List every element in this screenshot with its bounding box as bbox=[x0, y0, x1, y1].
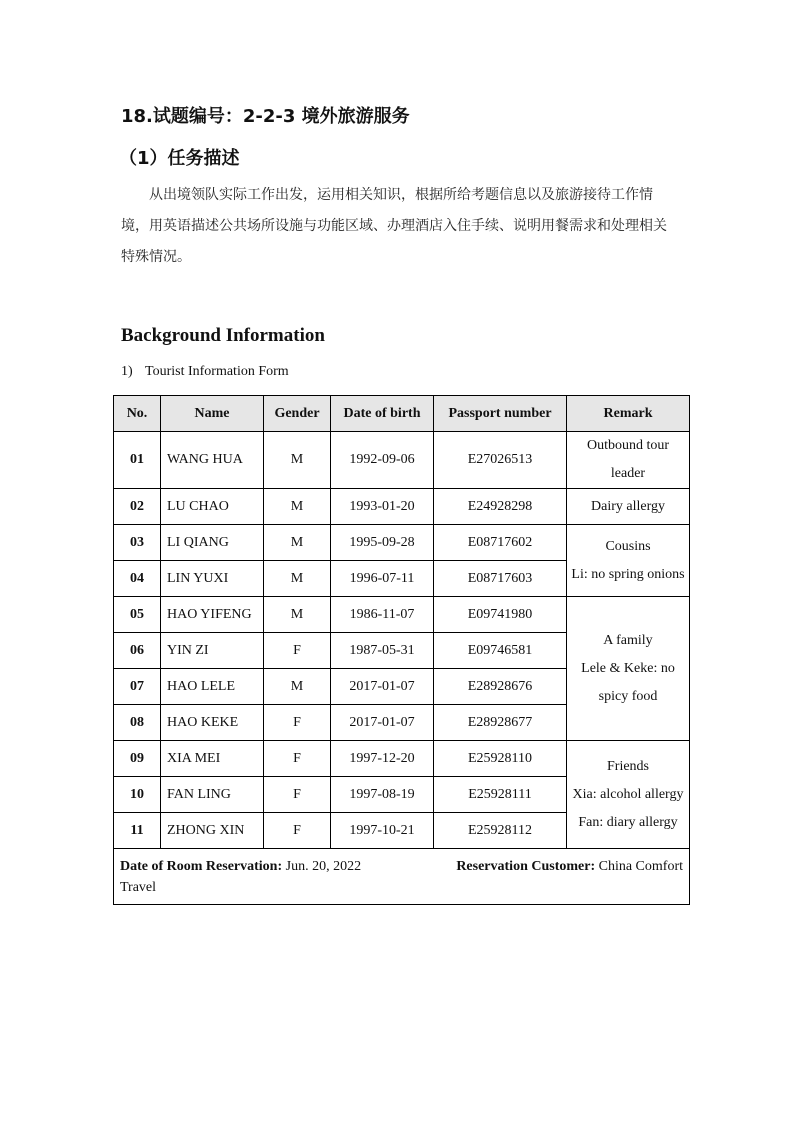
reservation-customer-label: Reservation Customer: bbox=[456, 859, 596, 874]
exam-item-title: 试题编号：2-2-3 境外旅游服务 bbox=[152, 106, 410, 127]
cell-name: XIA MEI bbox=[161, 741, 264, 777]
remark-line: A family bbox=[603, 632, 653, 648]
remark-line: Li: no spring onions bbox=[571, 566, 685, 582]
table-row bbox=[114, 741, 690, 777]
cell-no: 01 bbox=[114, 432, 161, 489]
reservation-info-cell bbox=[114, 849, 690, 905]
cell-no: 03 bbox=[114, 525, 161, 561]
cell-no: 02 bbox=[114, 489, 161, 525]
cell-date-of-birth: 1986-11-07 bbox=[331, 597, 434, 633]
cell-name: LIN YUXI bbox=[161, 561, 264, 597]
remark-line: Friends bbox=[607, 758, 649, 774]
reservation-date-label: Date of Room Reservation: bbox=[120, 859, 283, 874]
remark-line: Xia: alcohol allergy bbox=[572, 786, 684, 802]
cell-gender: F bbox=[264, 705, 331, 741]
reservation-customer bbox=[456, 856, 683, 877]
reservation-customer-value-cont: Travel bbox=[120, 880, 157, 895]
cell-date-of-birth: 1997-10-21 bbox=[331, 813, 434, 849]
form-title: Tourist Information Form bbox=[145, 364, 289, 379]
cell-no: 05 bbox=[114, 597, 161, 633]
form-label bbox=[121, 362, 289, 382]
remark-line: Cousins bbox=[605, 538, 651, 554]
form-number: 1) bbox=[121, 364, 133, 379]
cell-remark-group bbox=[567, 525, 690, 597]
cell-remark-group bbox=[567, 597, 690, 741]
task-description: 从出境领队实际工作出发，运用相关知识，根据所给考题信息以及旅游接待工作情境，用英语描述公共场所设施与功能区域、办理酒店入住手续、说明用餐需求和处理相关特殊情况。 bbox=[121, 187, 667, 265]
cell-name: HAO YIFENG bbox=[161, 597, 264, 633]
cell-name: ZHONG XIN bbox=[161, 813, 264, 849]
cell-name: YIN ZI bbox=[161, 633, 264, 669]
task-section-title: （1）任务描述 bbox=[119, 148, 240, 169]
exam-item-heading bbox=[121, 104, 410, 130]
cell-date-of-birth: 1997-08-19 bbox=[331, 777, 434, 813]
cell-gender: M bbox=[264, 597, 331, 633]
table-header-row bbox=[114, 396, 690, 432]
cell-passport-number: E08717602 bbox=[434, 525, 567, 561]
cell-date-of-birth: 1997-12-20 bbox=[331, 741, 434, 777]
cell-date-of-birth: 2017-01-07 bbox=[331, 669, 434, 705]
reservation-date-value: Jun. 20, 2022 bbox=[285, 859, 362, 874]
cell-passport-number: E25928110 bbox=[434, 741, 567, 777]
table-row bbox=[114, 432, 690, 489]
cell-passport-number: E08717603 bbox=[434, 561, 567, 597]
cell-date-of-birth: 1996-07-11 bbox=[331, 561, 434, 597]
cell-date-of-birth: 1993-01-20 bbox=[331, 489, 434, 525]
cell-passport-number: E09746581 bbox=[434, 633, 567, 669]
cell-gender: F bbox=[264, 777, 331, 813]
cell-date-of-birth: 1992-09-06 bbox=[331, 432, 434, 489]
cell-passport-number: E09741980 bbox=[434, 597, 567, 633]
column-header-name: Name bbox=[161, 396, 264, 432]
table-row bbox=[114, 489, 690, 525]
cell-no: 06 bbox=[114, 633, 161, 669]
exam-item-number: 18. bbox=[121, 106, 153, 127]
cell-gender: F bbox=[264, 741, 331, 777]
cell-passport-number: E28928677 bbox=[434, 705, 567, 741]
table-footer-row bbox=[114, 849, 690, 905]
cell-gender: M bbox=[264, 561, 331, 597]
cell-name: HAO LELE bbox=[161, 669, 264, 705]
cell-no: 09 bbox=[114, 741, 161, 777]
cell-gender: M bbox=[264, 432, 331, 489]
remark-line: spicy food bbox=[598, 688, 658, 704]
cell-name: HAO KEKE bbox=[161, 705, 264, 741]
cell-no: 08 bbox=[114, 705, 161, 741]
background-title: Background Information bbox=[121, 325, 325, 346]
reservation-date bbox=[120, 856, 361, 877]
cell-gender: M bbox=[264, 669, 331, 705]
remark-line: Fan: diary allergy bbox=[578, 814, 678, 830]
cell-passport-number: E25928111 bbox=[434, 777, 567, 813]
cell-date-of-birth: 1995-09-28 bbox=[331, 525, 434, 561]
column-header-passport-number: Passport number bbox=[434, 396, 567, 432]
cell-name: WANG HUA bbox=[161, 432, 264, 489]
remark-line: Outbound tour leader bbox=[586, 438, 670, 481]
cell-no: 11 bbox=[114, 813, 161, 849]
cell-passport-number: E27026513 bbox=[434, 432, 567, 489]
table-row bbox=[114, 525, 690, 561]
cell-no: 10 bbox=[114, 777, 161, 813]
column-header-no: No. bbox=[114, 396, 161, 432]
cell-name: FAN LING bbox=[161, 777, 264, 813]
cell-passport-number: E25928112 bbox=[434, 813, 567, 849]
cell-name: LU CHAO bbox=[161, 489, 264, 525]
cell-passport-number: E28928676 bbox=[434, 669, 567, 705]
cell-remark bbox=[567, 489, 690, 525]
table-row bbox=[114, 597, 690, 633]
cell-remark bbox=[567, 432, 690, 489]
column-header-remark: Remark bbox=[567, 396, 690, 432]
column-header-date-of-birth: Date of birth bbox=[331, 396, 434, 432]
cell-remark-group bbox=[567, 741, 690, 849]
cell-no: 04 bbox=[114, 561, 161, 597]
cell-gender: M bbox=[264, 489, 331, 525]
cell-passport-number: E24928298 bbox=[434, 489, 567, 525]
cell-gender: F bbox=[264, 633, 331, 669]
tourist-information-table bbox=[113, 395, 690, 905]
reservation-customer-value: China Comfort bbox=[598, 859, 683, 874]
remark-line: Dairy allergy bbox=[591, 498, 665, 514]
remark-line: Lele & Keke: no bbox=[581, 660, 675, 676]
cell-gender: M bbox=[264, 525, 331, 561]
cell-date-of-birth: 2017-01-07 bbox=[331, 705, 434, 741]
cell-no: 07 bbox=[114, 669, 161, 705]
column-header-gender: Gender bbox=[264, 396, 331, 432]
cell-date-of-birth: 1987-05-31 bbox=[331, 633, 434, 669]
cell-name: LI QIANG bbox=[161, 525, 264, 561]
cell-gender: F bbox=[264, 813, 331, 849]
